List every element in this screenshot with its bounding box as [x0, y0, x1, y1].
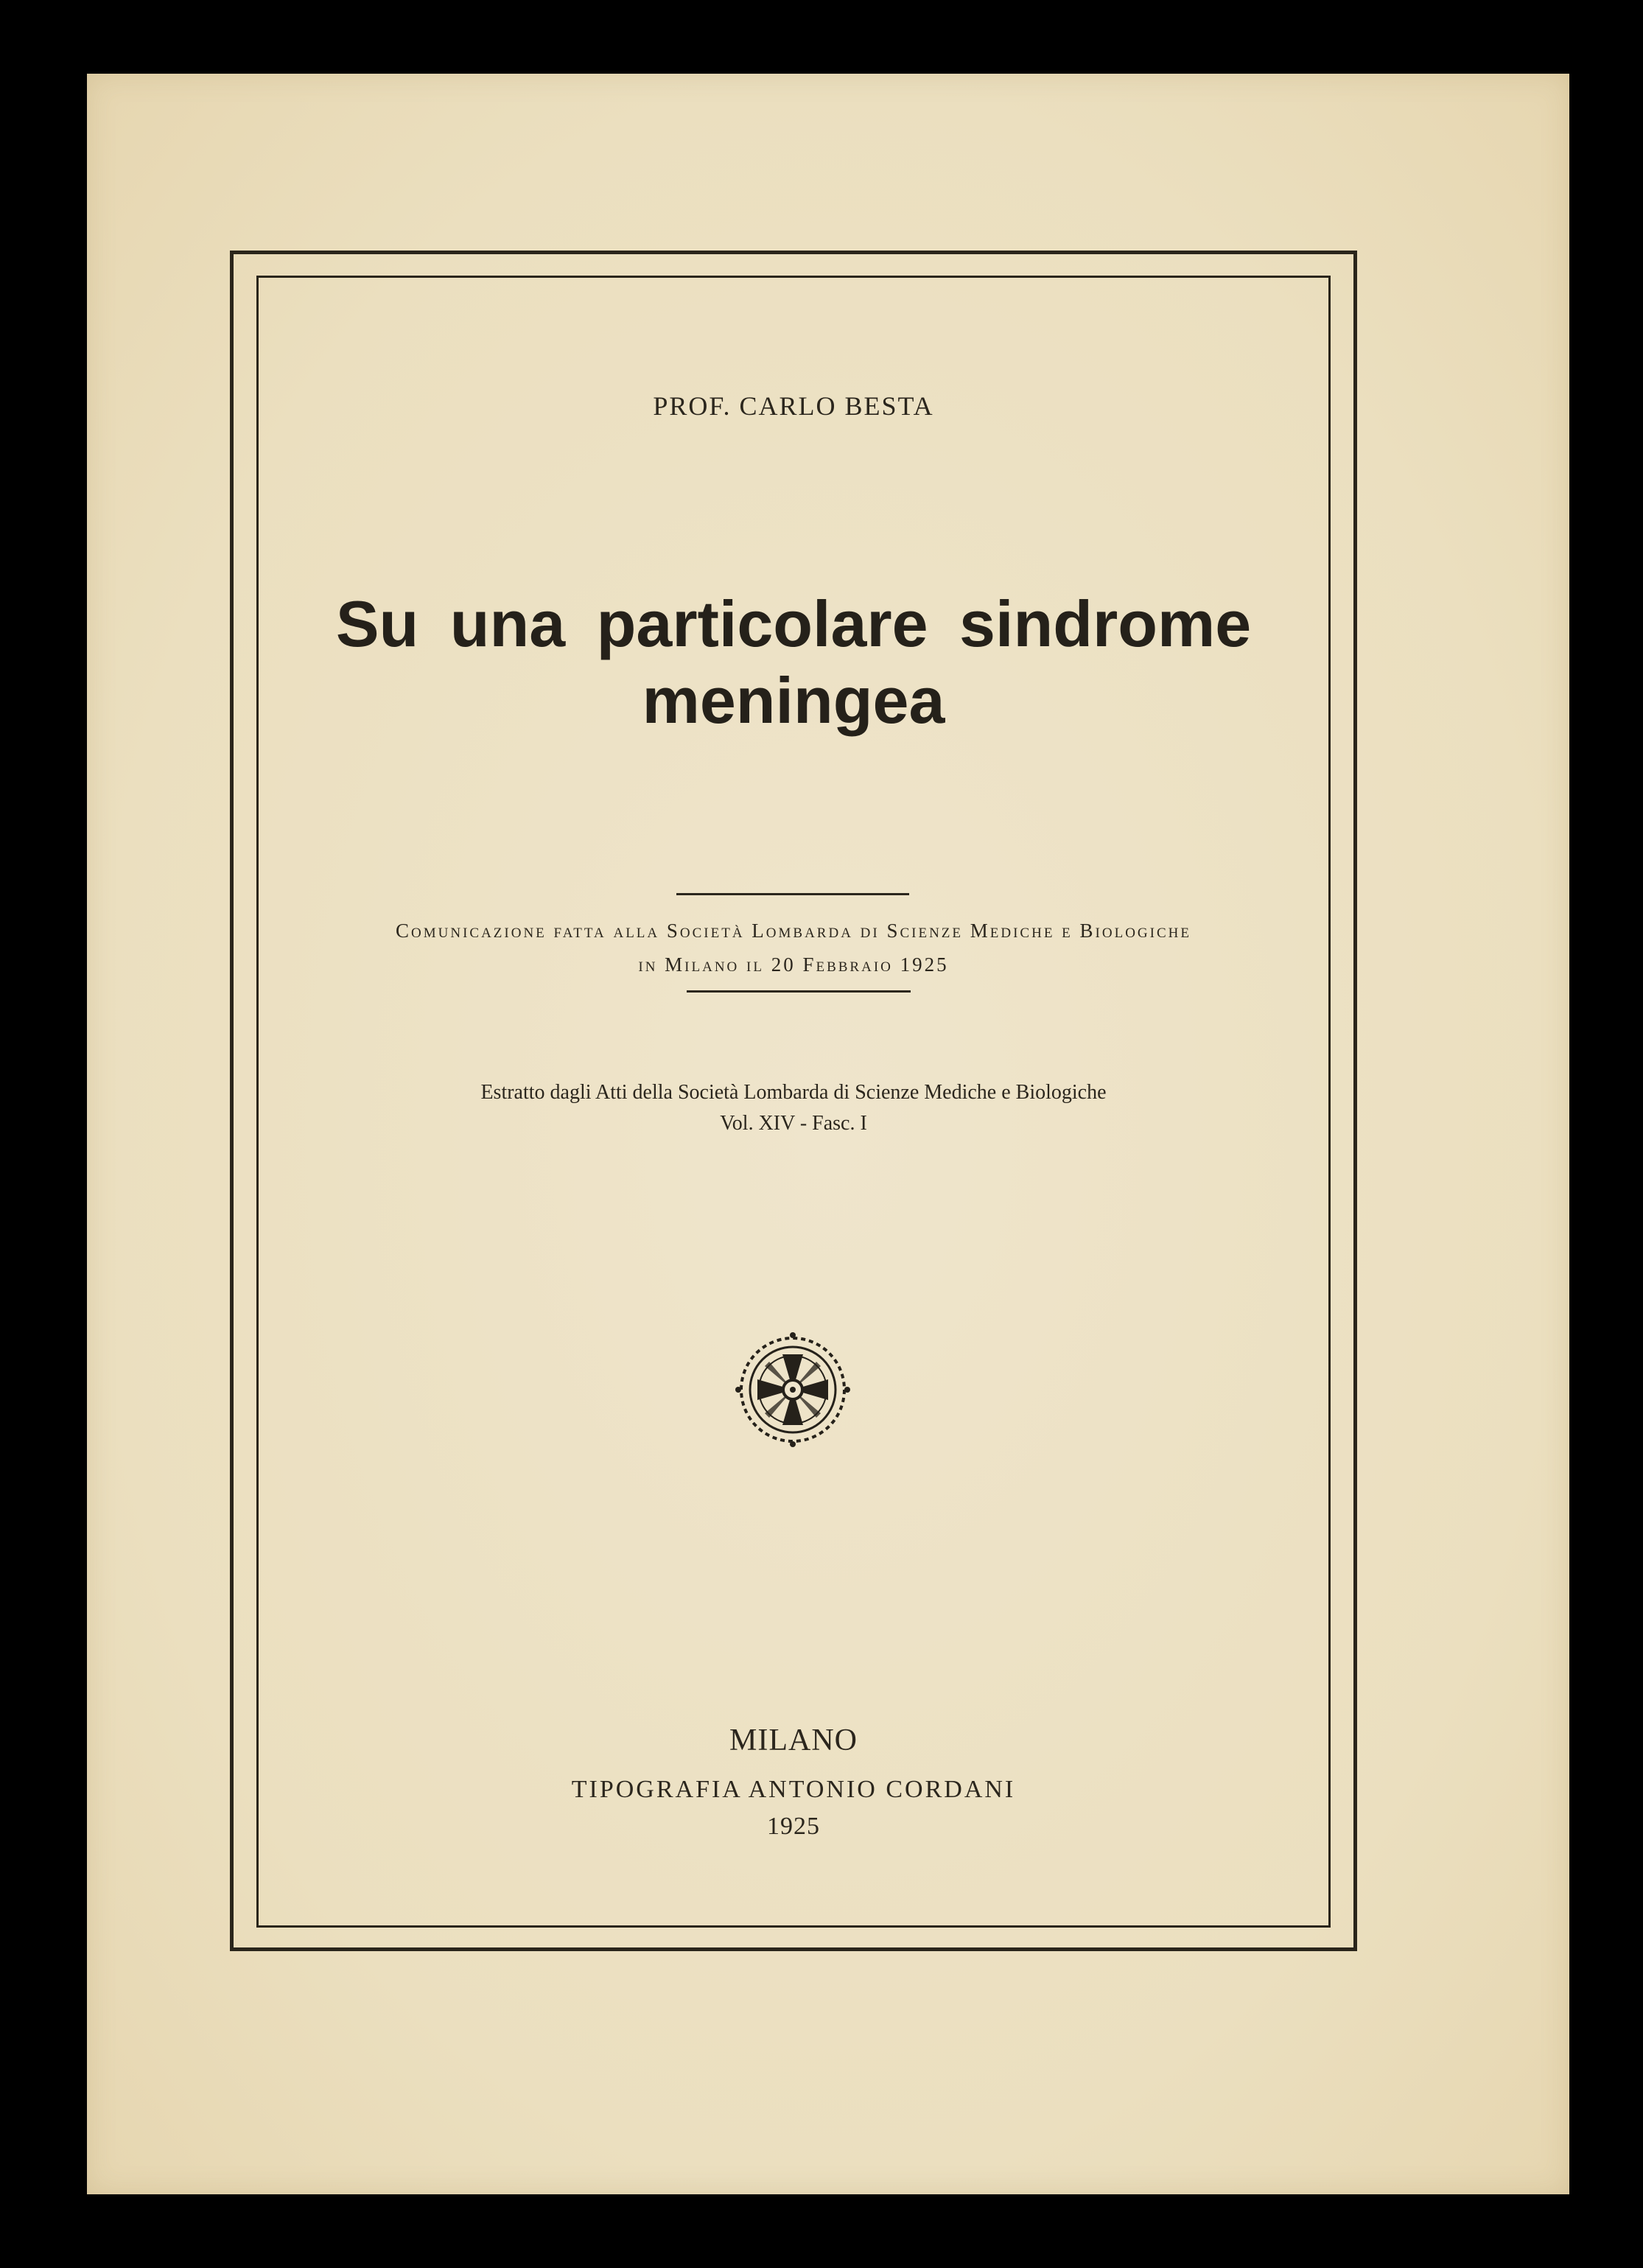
communication-line-1: Comunicazione fatta alla Società Lombarda di Scienze Mediche e Biologiche [396, 920, 1191, 942]
extract-line-1: Estratto dagli Atti della Società Lombarda di Scienze Mediche e Biologiche [480, 1081, 1107, 1104]
extract-note [256, 1077, 1331, 1139]
imprint-printer: TIPOGRAFIA ANTONIO CORDANI [571, 1776, 1016, 1803]
printer-mark-emblem-icon [735, 1332, 850, 1447]
divider-bottom [687, 990, 911, 993]
document-title [256, 586, 1331, 739]
title-line-2: meningea [642, 664, 945, 737]
title-line-1: Su una particolare sindrome [335, 587, 1252, 660]
communication-line-2: in Milano il 20 Febbraio 1925 [638, 953, 949, 976]
communication-note [256, 914, 1331, 981]
imprint-year: 1925 [767, 1813, 820, 1840]
imprint-city: MILANO [729, 1723, 858, 1757]
author-name: PROF. CARLO BESTA [653, 391, 934, 421]
divider-top [676, 893, 909, 895]
extract-line-2: Vol. XIV - Fasc. I [720, 1112, 867, 1135]
